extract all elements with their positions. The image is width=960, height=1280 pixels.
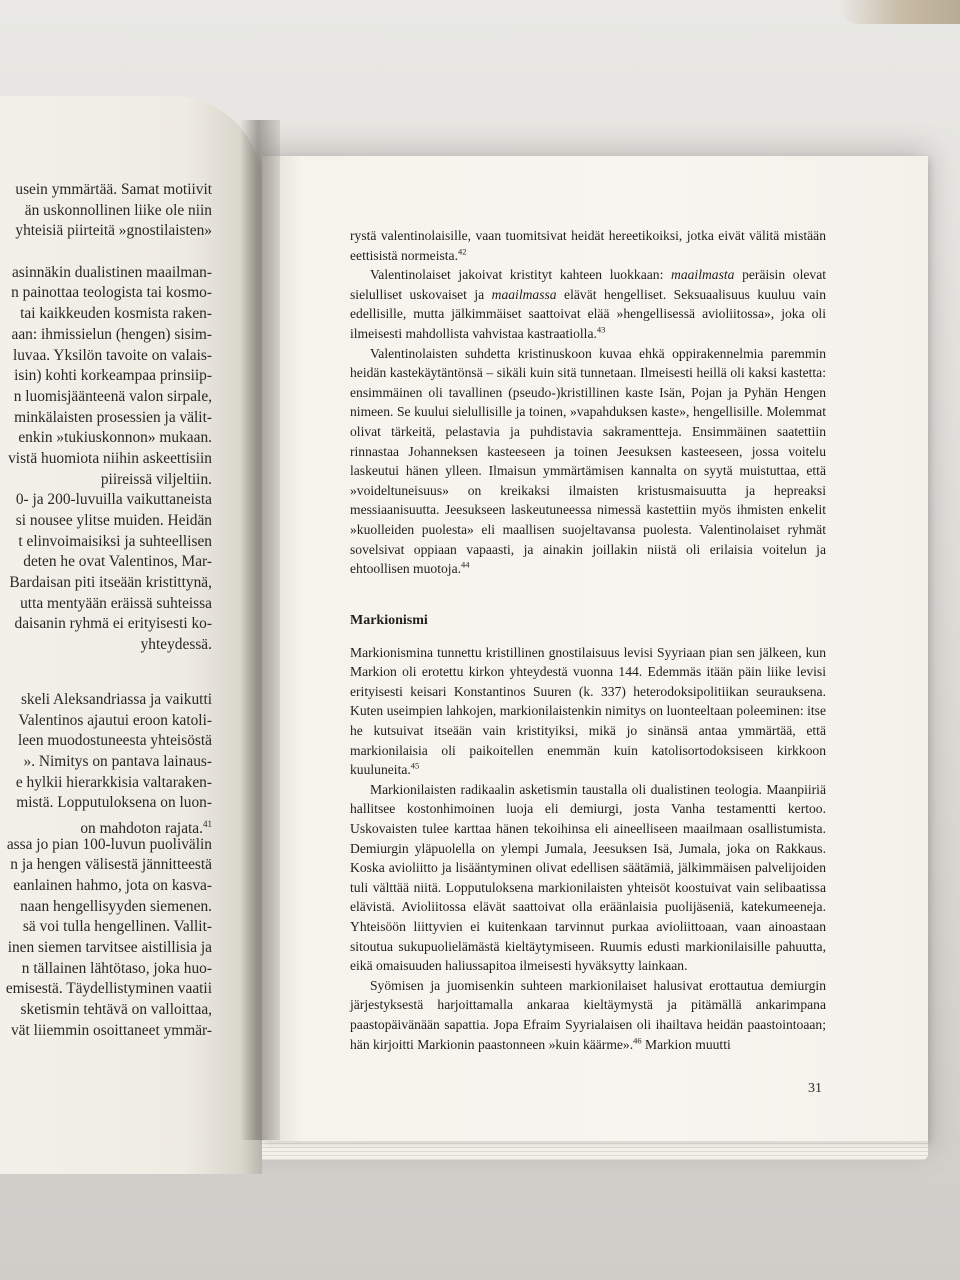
text-line: n painottaa teologista tai kosmo- [11, 284, 212, 302]
text-line: tai kaikkeuden kosmista raken- [20, 305, 212, 323]
text-line [0, 656, 212, 690]
text-line: skeli Aleksandriassa ja vaikutti [20, 690, 212, 708]
text-line: minkälaisten prosessien ja välit- [14, 408, 212, 426]
text-line: asinnäkin dualistinen maailman- [11, 263, 212, 281]
text-line: än uskonnollinen liike ole niin [24, 201, 212, 219]
text-line: naan hengellisyyden siemenen. [20, 897, 212, 915]
text-line: usein ymmärtää. Samat motiivit [15, 181, 212, 198]
text-line: leen muodostuneesta yhteisöstä [17, 732, 212, 750]
text-line: inen siemen tarvitsee aistillisia ja [7, 939, 212, 957]
text-line: vät liiemmin osoittaneet ymmär- [10, 1021, 212, 1039]
paragraph: Valentinolaiset jakoivat kristityt kahteen luokkaan: maailmasta peräisin olevat sielulliset uskovaiset ja maailmassa elävät hengelliset. Seksuaalisuus kuuluu vain edellisille, mutta jälkimmäiset saattoivat elää »hengellisessä avioliitossa», joka oli ilmeisesti mahdollista vahvistaa kastraatiolla.$^{43}$ [350, 267, 827, 341]
text-line [0, 242, 212, 263]
text-line: isin) kohti korkeampaa prinsiip- [14, 367, 212, 385]
text-line: piireissä viljeltiin. [100, 470, 212, 488]
text-line: aan: ihmissielun (hengen) sisim- [11, 325, 212, 343]
text-line: deten he ovat Valentinos, Mar- [23, 553, 212, 571]
right-page-text [350, 226, 826, 1054]
text-line: e hylkii hierarkkisia valtaraken- [15, 773, 212, 791]
text-line: vistä huomiota niihin askeettisiin [8, 449, 212, 467]
text-line: n tällainen lähtötaso, joka huo- [21, 959, 212, 977]
text-line: sä voi tulla hengellinen. Vallit- [22, 918, 212, 936]
text-line: Bardaisan piti itseään kristittynä, [9, 574, 212, 592]
text-line: daisanin ryhmä ei erityisesti ko- [14, 615, 212, 633]
text-line: on mahdoton rajata.$^{41}$ [80, 818, 212, 838]
text-line: 0- ja 200-luvuilla vaikuttaneista [15, 491, 212, 509]
left-page-text [0, 180, 212, 1042]
section-heading: Markionismi [350, 612, 428, 628]
text-line: enkin »tukiuskonnon» mukaan. [18, 429, 212, 447]
text-line: assa jo pian 100-luvun puolivälin [6, 835, 212, 853]
text-line: yhteydessä. [140, 636, 212, 654]
text-line: t elinvoimaisiksi ja suhteellisen [18, 532, 212, 550]
text-line: ». Nimitys on pantava lainaus- [23, 752, 212, 770]
text-line: Valentinos ajautui eroon katoli- [18, 711, 212, 729]
text-line: mistä. Lopputuloksena on luon- [16, 794, 212, 812]
text-line: n luomisjäänteenä valon sirpale, [13, 387, 212, 405]
paragraph: Syömisen ja juomisenkin suhteen markionilaiset halusivat erottautua demiurgin järjestyksestä harjoittamalla ankaraa kieltäymystä ja pitämällä ankarimpana paastopäivänään sapattia. Jopa Efraim Syyrialaisen oli ihailtava heidän paastointoaan; hän kirjoitti Markionin paastonneen »kuin käärme».$^{46}$ Markion muutti [350, 977, 826, 1052]
text-line: n ja hengen välisestä jännitteestä [10, 856, 212, 874]
text-line: sketismin tehtävä on valloittaa, [20, 1001, 212, 1019]
paragraph: Markionismina tunnettu kristillinen gnostilaisuus levisi Syyriaan pian sen jälkeen, kun Markion oli erotettu kirkon yhteydestä vuonna 144. Edemmäs itään päin liike levisi erityisesti keisari Konstantinos Suuren (k. 337) heterodoksipolitiikan seurauksena. Kuten useimpien lahkojen, markionilaistenkin nimitys on luonteeltaan poleeminen: itse he kutsuivat itseään vain kristityiksi, mikä jo sinänsä antaa ymmärtää, että markionilaisia oli paikoitellen enemmän kuin katolisortodoksiseen kirkkoon kuuluneita.$^{45}$ [350, 644, 826, 778]
text-line: si nousee ylitse muiden. Heidän [15, 512, 212, 529]
text-line: yhteisiä piirteitä »gnostilaisten» [15, 222, 212, 240]
text-line: utta mentyään eräissä suhteissa [20, 594, 212, 612]
book-gutter [240, 120, 280, 1140]
text-line: eanlainen hahmo, jota on kasva- [13, 877, 212, 894]
paragraph: Valentinolaisten suhdetta kristinuskoon kuvaa ehkä oppirakennelmia paremmin heidän kastekäytäntönsä – sikäli kuin sitä tunnetaan. Ilmeisesti heillä oli kaksi kastetta: ensimmäinen oli tavallinen (pseudo-)kristillinen kaste Isän, Pojan ja Pyhän Hengen nimeen. Se kuului sielullisille ja toinen, »vapahduksen kaste», hengellisille. Molemmat olivat tärkeitä, pelastavia ja puhdistavia sakramentteja. Ensimmäinen saatettiin rinnastaa Johanneksen kasteeseen ja toinen Jeesuksen kasteeseen, jossa voitelu laskeutui hänen ylleen. Ilmaisun ymmärtämisen kannalta on syytä muistuttaa, että »voideltuneisuus» on kreikaksi ilmaisten kristusmaisuutta ja hepreaksi messiaanisuutta. Jeesukseen laskeutuneessa nimessä kastettiin myös ihmisten enkelit »kuolleiden puolesta» eli maallisen suojeltavansa puolesta. Valentinolaiset ryhmät sovelsivat oppiaan vapaasti, ja ainakin joillakin niistä oli erilaisia voitelun ja ehtoollisen muotoja.$^{44}$ [350, 345, 826, 577]
text-line: emisestä. Täydellistyminen vaatii [5, 980, 212, 998]
page-number: 31 [808, 1081, 822, 1096]
paragraph: rystä valentinolaisille, vaan tuomitsivat heidät hereetikoiksi, jotka eivät välitä mistään eettisistä normeista.$^{42}$ [350, 228, 826, 263]
text-line: luvaa. Yksilön tavoite on valais- [12, 346, 212, 364]
paragraph: Markionilaisten radikaalin asketismin taustalla oli dualistinen teologia. Maanpiiriä hallitsee kostonhimoinen luoja eli demiurgi, josta Vanha testamentti kertoo. Uskovaisten tulee karttaa hänen tekoihinsa eli aineelliseen maailmaan osallistumista. Demiurgin yläpuolella on ylempi Jumala, Jeesuksen Isä, Jumala, joka on Rakkaus. Koska avioliitto ja lisääntyminen olivat edellisen säätämiä, jälkimmäisen palvelijoiden tuli välttää niitä. Lopputuloksena markionilaisten yhteisöt koostuivat vain selibaatissa elävistä. Avioliitossa elävät saattoivat olla eräänlaisia puolijäseniä, katekumeeneja. Yhteisöön liittyvien ei kuitenkaan tarvinnut purkaa avioliittoaan, vaan ainoastaan sitoutua sukupuolielämästä kieltäytymiseen. Ruumis edusti markionilaisille pahuutta, eikä omaisuuden haliussapitoa ilmeisesti hyväksytty lainkaan. [350, 781, 826, 974]
background-object [840, 0, 960, 24]
